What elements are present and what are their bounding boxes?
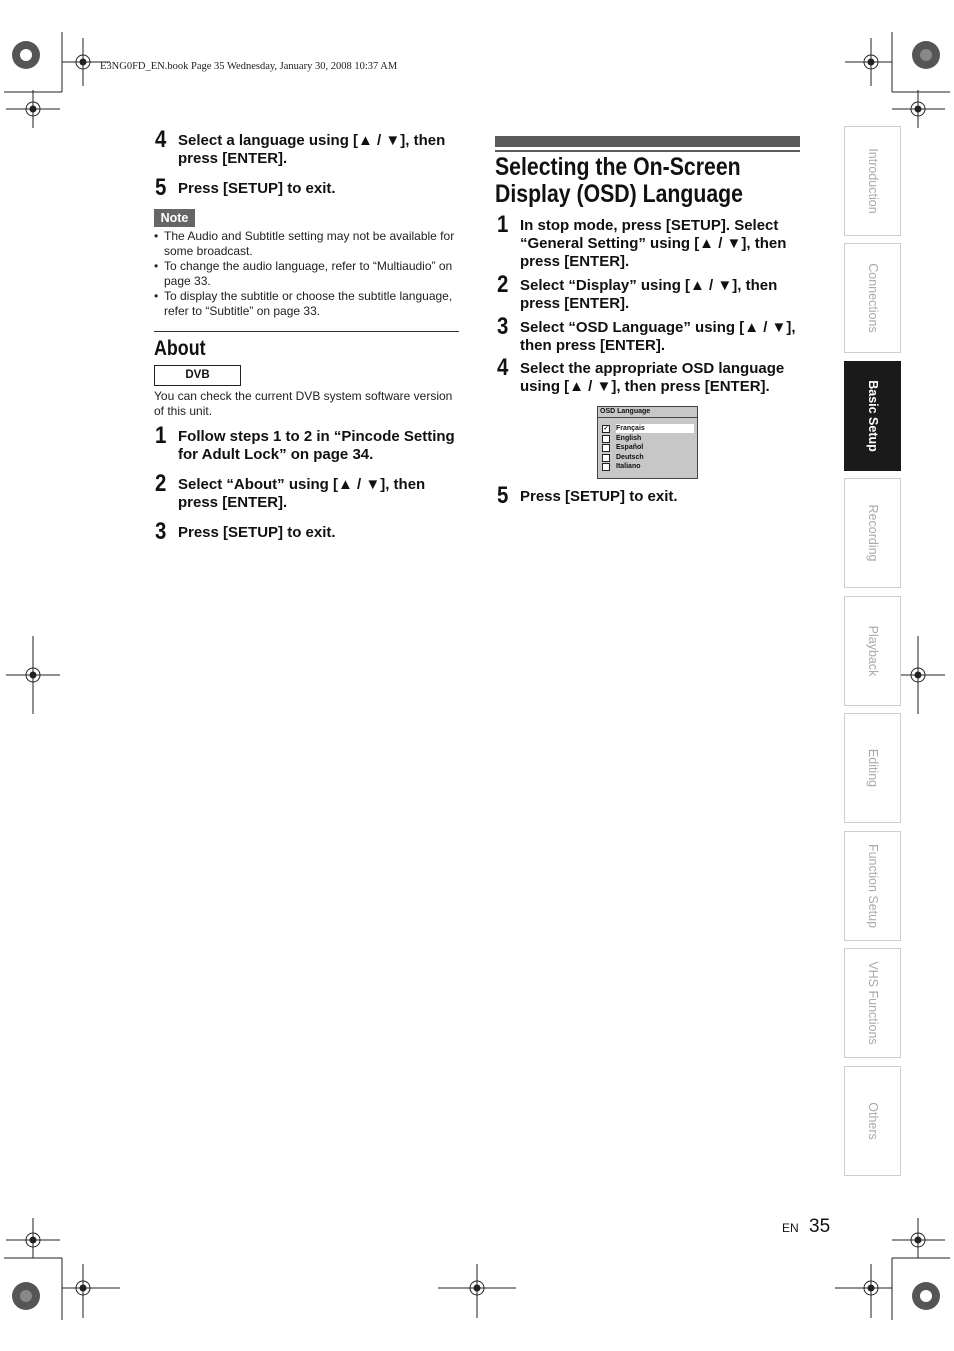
heading-bar: [495, 136, 800, 147]
step-text: Press [SETUP] to exit.: [520, 488, 678, 505]
step-number: 3: [497, 313, 509, 340]
step-number: 1: [497, 211, 509, 238]
step-number: 1: [155, 422, 167, 449]
tab-label: Connections: [865, 263, 880, 333]
tab-label: Editing: [865, 748, 880, 788]
step-text: Select a language using [▲ / ▼], then press [ENTER].: [178, 132, 446, 167]
step-number: 4: [155, 126, 167, 153]
tab-function-setup[interactable]: [844, 831, 901, 941]
tab-connections[interactable]: [844, 243, 901, 353]
option-label: Italiano: [616, 463, 641, 470]
dvb-badge: DVB: [154, 365, 241, 386]
step-number: 2: [155, 470, 167, 497]
section-divider: [154, 331, 459, 332]
step-number: 4: [497, 354, 509, 381]
language-code: EN: [782, 1221, 799, 1235]
note-item: • To change the audio language, refer to “Multiaudio” on page 33.: [154, 259, 459, 289]
tab-editing[interactable]: [844, 713, 901, 823]
step-number: 3: [155, 518, 167, 545]
step-number: 5: [497, 482, 509, 509]
note-label: Note: [154, 209, 195, 227]
osd-language-screen: [597, 406, 698, 479]
checkbox-checked-icon: ✓: [603, 426, 609, 432]
osd-option: [602, 453, 694, 462]
checkbox-icon: [602, 463, 610, 471]
option-label: Deutsch: [616, 454, 644, 461]
tab-label: Function Setup: [865, 843, 880, 929]
osd-option: [602, 424, 694, 433]
tab-label: Playback: [865, 625, 880, 677]
page-number: 35: [809, 1216, 831, 1237]
tab-label: Basic Setup: [865, 380, 880, 452]
osd-option: [602, 434, 694, 443]
book-header-line: E3NG0FD_EN.book Page 35 Wednesday, January 30, 2008 10:37 AM: [100, 61, 398, 72]
tab-playback[interactable]: [844, 596, 901, 706]
osd-option: [602, 443, 694, 452]
osd-heading: Selecting the On-Screen Display (OSD) Language: [495, 153, 743, 208]
option-label: English: [616, 435, 642, 442]
step-text: Select “About” using [▲ / ▼], then press [ENTER].: [178, 476, 426, 511]
step-text: Follow steps 1 to 2 in “Pincode Setting for Adult Lock” on page 34.: [178, 428, 455, 463]
note-item: • The Audio and Subtitle setting may not be available for some broadcast.: [154, 229, 459, 259]
step-text: Press [SETUP] to exit.: [178, 180, 336, 197]
step-number: 5: [155, 174, 167, 201]
option-label: Español: [616, 444, 644, 451]
tab-introduction[interactable]: [844, 126, 901, 236]
step-text: In stop mode, press [SETUP]. Select “General Setting” using [▲ / ▼], then press [ENTER].: [520, 217, 787, 270]
about-heading: About: [154, 337, 206, 360]
tab-vhs-functions[interactable]: [844, 948, 901, 1058]
tab-label: Introduction: [865, 148, 880, 214]
step-text: Select “OSD Language” using [▲ / ▼], then press [ENTER].: [520, 319, 796, 354]
tab-recording[interactable]: [844, 478, 901, 588]
step-text: Select the appropriate OSD language using [▲ / ▼], then press [ENTER].: [520, 360, 785, 395]
note-item: • To display the subtitle or choose the subtitle language, refer to “Subtitle” on page 33.: [154, 289, 459, 319]
step-text: Press [SETUP] to exit.: [178, 524, 336, 541]
checkbox-icon: [602, 435, 610, 443]
option-label: Français: [616, 424, 694, 433]
note-list: [154, 229, 459, 319]
checkbox-icon: [602, 454, 610, 462]
tab-label: Recording: [865, 504, 880, 562]
tab-basic-setup[interactable]: [844, 361, 901, 471]
tab-label: Others: [865, 1102, 880, 1140]
heading-underline: [495, 150, 800, 152]
osd-option: [602, 462, 694, 471]
checkbox-icon: [602, 444, 610, 452]
about-description: You can check the current DVB system software version of this unit.: [154, 389, 453, 418]
step-number: 2: [497, 271, 509, 298]
tab-others[interactable]: [844, 1066, 901, 1176]
tab-label: VHS Functions: [865, 961, 880, 1045]
step-text: Select “Display” using [▲ / ▼], then press [ENTER].: [520, 277, 778, 312]
screen-title: OSD Language: [598, 407, 697, 418]
